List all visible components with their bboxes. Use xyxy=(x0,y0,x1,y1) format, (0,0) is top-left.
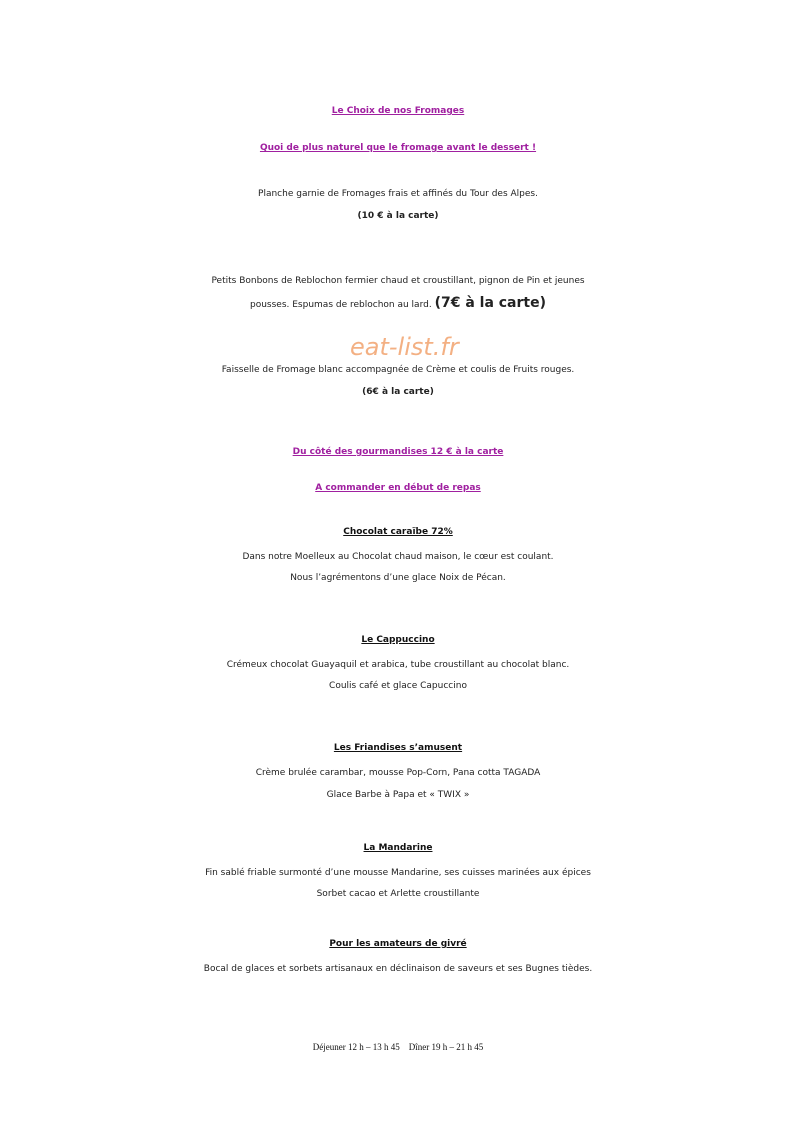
dessert-line: Coulis café et glace Capuccino xyxy=(329,681,467,691)
dessert-name-mandarine: La Mandarine xyxy=(363,843,433,853)
dessert-line: Glace Barbe à Papa et « TWIX » xyxy=(326,790,470,800)
desserts-subtitle: A commander en début de repas xyxy=(315,483,481,493)
dessert-line: Dans notre Moelleux au Chocolat chaud maison, le cœur est coulant. xyxy=(242,552,554,562)
dessert-name-givre: Pour les amateurs de givré xyxy=(329,939,467,949)
dessert-name-friandises: Les Friandises s’amusent xyxy=(333,743,463,753)
cheese-item-3-description: Faisselle de Fromage blanc accompagnée de Crème et coulis de Fruits rouges. xyxy=(221,365,575,375)
dessert-line: Crémeux chocolat Guayaquil et arabica, tube croustillant au chocolat blanc. xyxy=(226,660,570,670)
cheese-item-2-price: (7€ à la carte) xyxy=(434,295,546,311)
cheese-item-2-description: Petits Bonbons de Reblochon fermier chaud et croustillant, pignon de Pin et jeunes xyxy=(211,276,585,286)
cheese-subtitle: Quoi de plus naturel que le fromage avant le dessert ! xyxy=(259,143,537,153)
dessert-name-chocolat: Chocolat caraïbe 72% xyxy=(343,527,453,537)
dessert-line: Nous l’agrémentons d’une glace Noix de Pécan. xyxy=(290,573,506,583)
cheese-item-1-description: Planche garnie de Fromages frais et affinés du Tour des Alpes. xyxy=(258,189,538,199)
watermark: eat-list.fr xyxy=(350,333,459,361)
dessert-name-cappuccino: Le Cappuccino xyxy=(361,635,435,645)
dessert-line: Crème brulée carambar, mousse Pop-Corn, Pana cotta TAGADA xyxy=(255,768,541,778)
dessert-line: Bocal de glaces et sorbets artisanaux en déclinaison de saveurs et ses Bugnes tièdes. xyxy=(203,964,593,974)
cheese-item-1-price: (10 € à la carte) xyxy=(357,211,439,221)
desserts-title: Du côté des gourmandises 12 € à la carte xyxy=(292,447,504,457)
cheese-item-2-line2 xyxy=(0,293,796,316)
cheese-item-2-description-end: pousses. Espumas de reblochon au lard. xyxy=(250,300,432,310)
dessert-line: Sorbet cacao et Arlette croustillante xyxy=(316,889,480,899)
dessert-line: Fin sablé friable surmonté d’une mousse Mandarine, ses cuisses marinées aux épices xyxy=(205,868,591,878)
cheese-item-3-price: (6€ à la carte) xyxy=(362,387,434,397)
cheese-title: Le Choix de nos Fromages xyxy=(331,106,465,116)
opening-hours: Déjeuner 12 h – 13 h 45 Dîner 19 h – 21 h 45 xyxy=(312,1042,484,1052)
